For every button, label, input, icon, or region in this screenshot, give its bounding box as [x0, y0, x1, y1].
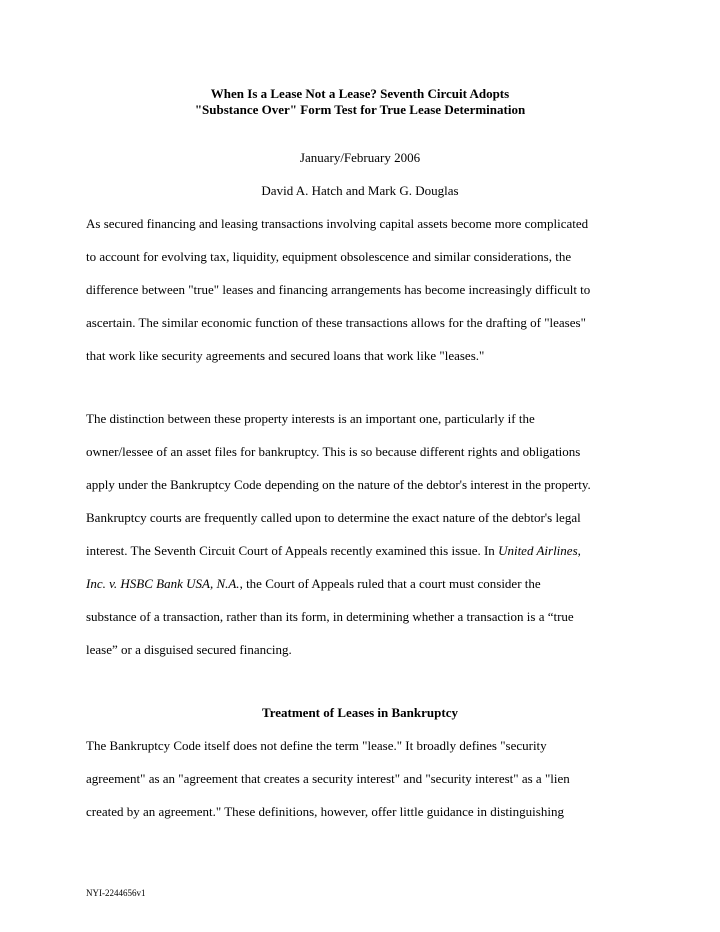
paragraph-2-text: , the Court of Appeals ruled that a court must consider the [239, 576, 541, 591]
paragraph-3-line: agreement" as an "agreement that creates a security interest" and "security interest" as a "lien [86, 771, 570, 786]
case-name-italic: Inc. v. HSBC Bank USA, N.A. [86, 576, 240, 591]
document-date: January/February 2006 [299, 150, 421, 165]
paragraph-1-line: As secured financing and leasing transactions involving capital assets become more complicated [86, 216, 589, 231]
paragraph-2-line: owner/lessee of an asset files for bankruptcy. This is so because different rights and obligations [86, 444, 581, 459]
paragraph-2-text: interest. The Seventh Circuit Court of Appeals recently examined this issue. In [86, 543, 499, 558]
paragraph-2-line: The distinction between these property interests is an important one, particularly if the [86, 411, 535, 426]
paragraph-2-line [86, 543, 581, 559]
paragraph-2-line [86, 576, 541, 592]
document-authors: David A. Hatch and Mark G. Douglas [261, 183, 459, 198]
paragraph-1-line: ascertain. The similar economic function of these transactions allows for the drafting of "leases" [86, 315, 586, 330]
paragraph-3-line: The Bankruptcy Code itself does not define the term "lease." It broadly defines "security [86, 738, 547, 753]
document-title-line-1: When Is a Lease Not a Lease? Seventh Circuit Adopts [210, 86, 510, 101]
paragraph-2-line: apply under the Bankruptcy Code depending on the nature of the debtor's interest in the property. [86, 477, 591, 492]
document-footer-id: NYI-2244656v1 [86, 888, 146, 898]
document-title-line-2: "Substance Over" Form Test for True Lease Determination [194, 102, 526, 117]
case-name-italic: United Airlines, [498, 543, 581, 558]
paragraph-1-line: that work like security agreements and secured loans that work like "leases." [86, 348, 485, 363]
paragraph-2-line: lease” or a disguised secured financing. [86, 642, 292, 657]
paragraph-2-line: Bankruptcy courts are frequently called upon to determine the exact nature of the debtor's legal [86, 510, 581, 525]
paragraph-3-line: created by an agreement." These definitions, however, offer little guidance in distinguishing [86, 804, 564, 819]
paragraph-1-line: difference between "true" leases and financing arrangements has become increasingly difficult to [86, 282, 591, 297]
paragraph-1-line: to account for evolving tax, liquidity, equipment obsolescence and similar considerations, the [86, 249, 572, 264]
section-heading: Treatment of Leases in Bankruptcy [262, 705, 458, 720]
paragraph-2-line: substance of a transaction, rather than its form, in determining whether a transaction is a “true [86, 609, 574, 624]
